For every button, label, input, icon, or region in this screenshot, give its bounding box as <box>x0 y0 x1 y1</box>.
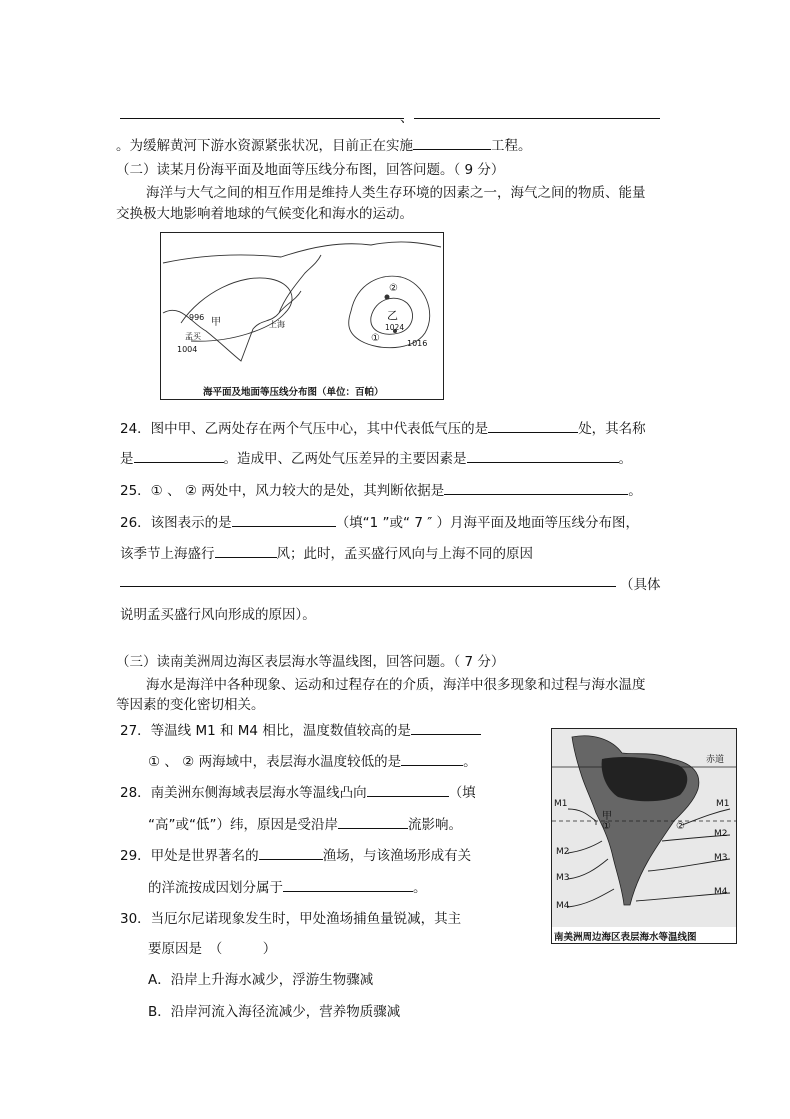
section-title: （三）读南美洲周边海区表层海水等温线图，回答问题。（ 7 分） <box>116 654 505 670</box>
answer-blank[interactable] <box>488 418 578 433</box>
answer-blank[interactable] <box>283 877 413 892</box>
answer-blank[interactable] <box>413 135 491 150</box>
question-30: 30．当厄尔尼诺现象发生时，甲处渔场捕鱼量锐减，其主 <box>120 911 462 927</box>
question-28-cont: “高”或“低”）纬，原因是受沿岸 流影响。 <box>148 813 462 833</box>
option-b[interactable]: B．沿岸河流入海径流减少，营养物质骤减 <box>148 1004 401 1020</box>
map-caption: 南美洲周边海区表层海水等温线图 <box>554 932 697 943</box>
question-29-cont: 的洋流按成因划分属于 。 <box>148 876 427 896</box>
answer-blank[interactable] <box>467 448 619 463</box>
question-26-cont: 该季节上海盛行 风；此时，孟买盛行风向与上海不同的原因 <box>120 542 533 562</box>
intro-text: 海洋与大气之间的相互作用是维持人类生存环境的因素之一，海气之间的物质、能量 <box>146 185 646 201</box>
question-27: 27．等温线 M1 和 M4 相比，温度数值较高的是 <box>120 719 481 739</box>
question-27-cont: ① 、 ② 两海域中，表层海水温度较低的是 。 <box>148 750 477 770</box>
question-29: 29．甲处是世界著名的 渔场，与该渔场形成有关 <box>120 844 471 864</box>
answer-blank[interactable] <box>215 543 277 558</box>
point-marker: ① <box>602 821 611 832</box>
city-label: 孟买 <box>185 332 201 341</box>
isotherm-label: M1 <box>554 799 568 809</box>
intro-text: 等因素的变化密切相关。 <box>116 697 265 713</box>
isotherm-label: M1 <box>716 799 730 809</box>
isotherm-label: M2 <box>556 847 570 857</box>
answer-blank[interactable] <box>259 845 323 860</box>
pressure-map <box>160 232 444 400</box>
question-24-cont: 是 。造成甲、乙两处气压差异的主要因素是 。 <box>120 447 632 467</box>
pressure-center-label: 乙 <box>387 309 398 322</box>
answer-blank[interactable] <box>134 448 224 463</box>
pressure-center-label: 甲 <box>211 317 221 328</box>
isotherm-label: M4 <box>556 901 570 911</box>
answer-blank[interactable] <box>367 782 449 797</box>
point-marker: ① <box>371 333 380 344</box>
sst-map <box>551 728 737 944</box>
point-marker: ② <box>676 821 685 832</box>
isobar-label: 996 <box>189 313 205 322</box>
answer-line[interactable] <box>120 118 404 119</box>
isobar-label: 1016 <box>407 339 428 348</box>
coastline <box>279 255 321 313</box>
answer-blank[interactable] <box>411 720 481 735</box>
question-24: 24．图中甲、乙两处存在两个气压中心，其中代表低气压的是 处，其名称 <box>120 417 646 437</box>
city-label: 上海 <box>269 320 285 329</box>
answer-line[interactable] <box>414 118 660 119</box>
intro-text: 海水是海洋中各种现象、运动和过程存在的介质，海洋中很多现象和过程与海水温度 <box>146 677 646 693</box>
isotherm-label: M3 <box>556 873 570 883</box>
isotherm-label: M4 <box>714 887 728 897</box>
answer-blank[interactable] <box>401 751 463 766</box>
answer-blank[interactable] <box>444 480 628 495</box>
point-marker: ② <box>389 283 398 294</box>
question-26-note: 说明孟买盛行风向形成的原因）。 <box>120 607 316 623</box>
section-title: （二）读某月份海平面及地面等压线分布图，回答问题。（ 9 分） <box>116 162 505 178</box>
question-30-cont: 要原因是 （ ） <box>148 941 277 957</box>
separator-mark: 、 <box>400 110 414 126</box>
text-line: 。为缓解黄河下游水资源紧张状况，目前正在实施 工程。 <box>116 134 532 154</box>
question-28: 28．南美洲东侧海域表层海水等温线凸向 （填 <box>120 781 476 801</box>
map-caption: 海平面及地面等压线分布图（单位：百帕） <box>203 387 384 398</box>
isotherm-label: M3 <box>714 853 728 863</box>
isobar-label: 1024 <box>385 323 405 332</box>
fishing-ground-label: 甲 <box>602 811 612 822</box>
isobar-label: 1004 <box>177 345 198 354</box>
option-a[interactable]: A．沿岸上升海水减少，浮游生物骤减 <box>148 972 374 988</box>
coastline <box>163 242 441 263</box>
equator-label: 赤道 <box>706 755 725 765</box>
answer-blank[interactable] <box>232 512 336 527</box>
question-25: 25．① 、 ② 两处中，风力较大的是处，其判断依据是 。 <box>120 479 642 499</box>
isotherm-label: M2 <box>714 829 728 839</box>
intro-text: 交换极大地影响着地球的气候变化和海水的运动。 <box>116 206 413 222</box>
answer-blank[interactable] <box>338 814 408 829</box>
question-26-note: （具体 <box>620 577 661 593</box>
question-26: 26．该图表示的是 （填“1 ”或“ 7 ″ ）月海平面及地面等压线分布图， <box>120 511 639 531</box>
answer-line[interactable] <box>120 586 616 587</box>
